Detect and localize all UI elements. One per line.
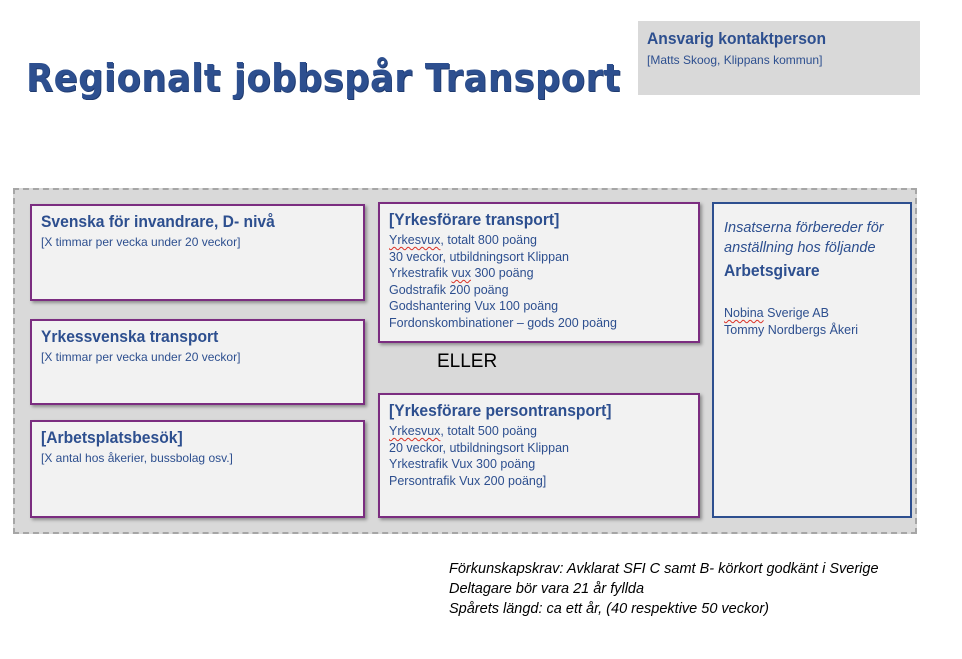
duration-line: Spårets längd: ca ett år, (40 respektive 50 veckor)	[449, 601, 769, 617]
transport-heading: [Yrkesförare transport]	[389, 210, 560, 229]
yrkessvenska-heading: Yrkessvenska transport	[41, 327, 219, 346]
employer-item: Tommy Nordbergs Åkeri	[724, 323, 859, 337]
transport-line: Godshantering Vux 100 poäng	[389, 299, 559, 313]
arbetsplats-heading: [Arbetsplatsbesök]	[41, 428, 183, 447]
employers-heading: Arbetsgivare	[724, 261, 820, 280]
sfi-box	[30, 204, 365, 301]
transport-line: Godstrafik 200 poäng	[389, 282, 509, 297]
transport-line: Fordonskombinationer – gods 200 poäng	[389, 315, 617, 330]
page-title: Regionalt jobbspår Transport	[26, 56, 621, 100]
persontransport-line: 20 veckor, utbildningsort Klippan	[389, 440, 569, 455]
yrkessvenska-box	[30, 319, 365, 405]
arbetsplats-box	[30, 420, 365, 518]
persontransport-line: Yrkesvux, totalt 500 poäng	[389, 424, 538, 438]
contact-name: [Matts Skoog, Klippans kommun]	[647, 53, 823, 67]
persontransport-line: Persontrafik Vux 200 poäng]	[389, 473, 547, 488]
transport-box	[378, 202, 700, 343]
contact-heading: Ansvarig kontaktperson	[647, 29, 827, 48]
sfi-heading: Svenska för invandrare, D- nivå	[41, 212, 275, 231]
transport-line: Yrkestrafik vux 300 poäng	[389, 266, 534, 280]
requirements-notes	[449, 559, 889, 619]
employers-intro: Insatserna förbereder för anställning hos följande	[724, 220, 884, 256]
persontransport-line: Yrkestrafik Vux 300 poäng	[389, 457, 536, 471]
employers-box	[712, 202, 912, 518]
yrkessvenska-sub: [X timmar per vecka under 20 veckor]	[41, 350, 241, 364]
arbetsplats-sub: [X antal hos åkerier, bussbolag osv.]	[41, 451, 233, 465]
age-line: Deltagare bör vara 21 år fyllda	[449, 581, 645, 597]
persontransport-box	[378, 393, 700, 518]
employer-item: Nobina Sverige AB	[724, 306, 829, 320]
transport-line: 30 veckor, utbildningsort Klippan	[389, 249, 569, 264]
or-label: ELLER	[437, 351, 498, 372]
sfi-sub: [X timmar per vecka under 20 veckor]	[41, 235, 241, 249]
requirements-line: Förkunskapskrav: Avklarat SFI C samt B- körkort godkänt i Sverige	[449, 561, 879, 577]
contact-box	[638, 21, 920, 95]
transport-line: Yrkesvux, totalt 800 poäng	[389, 233, 538, 247]
persontransport-heading: [Yrkesförare persontransport]	[389, 401, 612, 420]
